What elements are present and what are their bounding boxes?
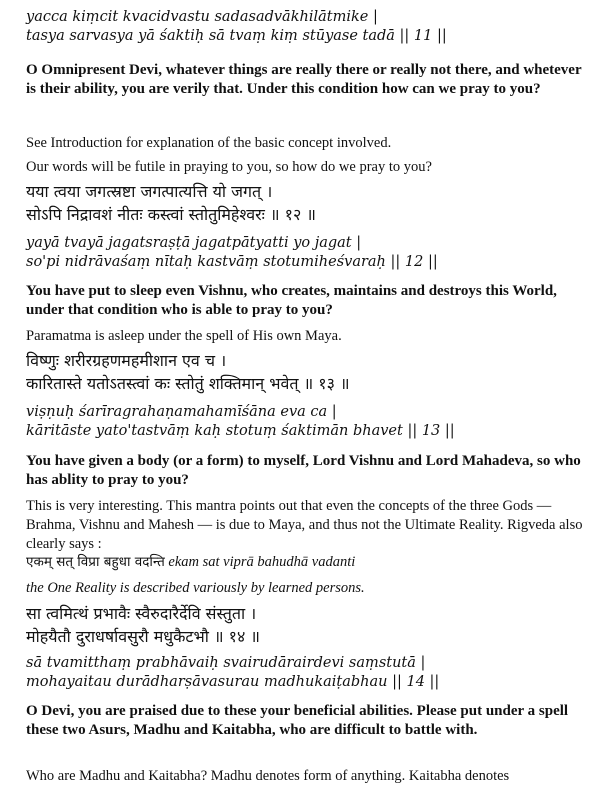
verse-12-note xyxy=(26,327,586,346)
verse-14-transliteration xyxy=(26,654,586,692)
transliteration-line: so'pi nidrāvaśaṃ nītaḥ kastvāṃ stotumiheśvaraḥ || 12 || xyxy=(26,254,438,270)
verse-13-devanagari xyxy=(26,349,586,395)
verse-11-note-2 xyxy=(26,158,586,177)
transliteration-line: yacca kiṃcit kvacidvastu sadasadvākhilātmike | xyxy=(26,9,378,25)
commentary-text: See Introduction for explanation of the basic concept involved. xyxy=(26,135,392,151)
transliteration-line: mohayaitau durādharṣāvasurau madhukaiṭabhau || 14 || xyxy=(26,674,440,690)
verse-14-translation xyxy=(26,702,586,740)
commentary-text: Who are Madhu and Kaitabha? Madhu denotes form of anything. Kaitabha denotes xyxy=(26,768,510,784)
devanagari-line: यया त्वया जगत्स्रष्टा जगत्पात्यत्ति यो जगत् । xyxy=(26,182,273,201)
verse-11-transliteration xyxy=(26,8,586,46)
rigveda-devanagari: एकम् सत् विप्रा बहुधा वदन्ति xyxy=(26,554,165,570)
verse-14-devanagari xyxy=(26,602,586,648)
rigveda-quote xyxy=(26,553,586,572)
translation-text: O Devi, you are praised due to these your beneficial abilities. Please put under a spell these two Asurs, Madhu and Kaitabha, who are difficult to battle with. xyxy=(26,703,569,738)
devanagari-line: सा त्वमित्थं प्रभावैः स्वैरुदारैर्देवि संस्तुता । xyxy=(26,604,257,623)
devanagari-line: कारितास्ते यतोऽतस्त्वां कः स्तोतुं शक्तिमान् भवेत् ॥ १३ ॥ xyxy=(26,374,350,393)
verse-12-translation xyxy=(26,282,586,320)
commentary-text: Our words will be futile in praying to you, so how do we pray to you? xyxy=(26,159,432,175)
verse-13-translation xyxy=(26,452,586,490)
devanagari-line: मोहयैतौ दुराधर्षावसुरौ मधुकैटभौ ॥ १४ ॥ xyxy=(26,627,260,646)
rigveda-meaning xyxy=(26,579,586,598)
transliteration-line: sā tvamitthaṃ prabhāvaiḥ svairudārairdevi saṃstutā | xyxy=(26,655,426,671)
translation-text: You have given a body (or a form) to myself, Lord Vishnu and Lord Mahadeva, so who has ablity to pray to you? xyxy=(26,453,581,488)
translation-text: You have put to sleep even Vishnu, who creates, maintains and destroys this World, under that condition who is able to pray to you? xyxy=(26,283,557,318)
commentary-text: This is very interesting. This mantra points out that even the concepts of the three Gods — Brahma, Vishnu and Mahesh — is due to Maya, and thus not the Ultimate Reality. Rigveda also clearly says : xyxy=(26,498,583,552)
verse-13-note xyxy=(26,497,586,554)
rigveda-meaning-text: the One Reality is described variously by learned persons. xyxy=(26,580,365,596)
transliteration-line: tasya sarvasya yā śaktiḥ sā tvaṃ kiṃ stūyase tadā || 11 || xyxy=(26,28,447,44)
verse-14-note xyxy=(26,767,586,786)
transliteration-line: kāritāste yato'tastvāṃ kaḥ stotuṃ śaktimān bhavet || 13 || xyxy=(26,423,455,439)
rigveda-transliteration: ekam sat viprā bahudhā vadanti xyxy=(168,554,356,570)
verse-11-note-1 xyxy=(26,134,586,153)
verse-11-translation xyxy=(26,61,586,99)
devanagari-line: विष्णुः शरीरग्रहणमहमीशान एव च । xyxy=(26,351,227,370)
verse-12-devanagari xyxy=(26,180,586,226)
translation-text: O Omnipresent Devi, whatever things are really there or really not there, and whetever is their ability, you are verily that. Under this condition how can we pray to you? xyxy=(26,62,582,97)
verse-13-transliteration xyxy=(26,403,586,441)
verse-12-transliteration xyxy=(26,234,586,272)
devanagari-line: सोऽपि निद्रावशं नीतः कस्त्वां स्तोतुमिहेश्वरः ॥ १२ ॥ xyxy=(26,205,316,224)
transliteration-line: viṣṇuḥ śarīragrahaṇamahamīśāna eva ca | xyxy=(26,404,337,420)
transliteration-line: yayā tvayā jagatsraṣṭā jagatpātyatti yo jagat | xyxy=(26,235,362,251)
commentary-text: Paramatma is asleep under the spell of His own Maya. xyxy=(26,328,342,344)
